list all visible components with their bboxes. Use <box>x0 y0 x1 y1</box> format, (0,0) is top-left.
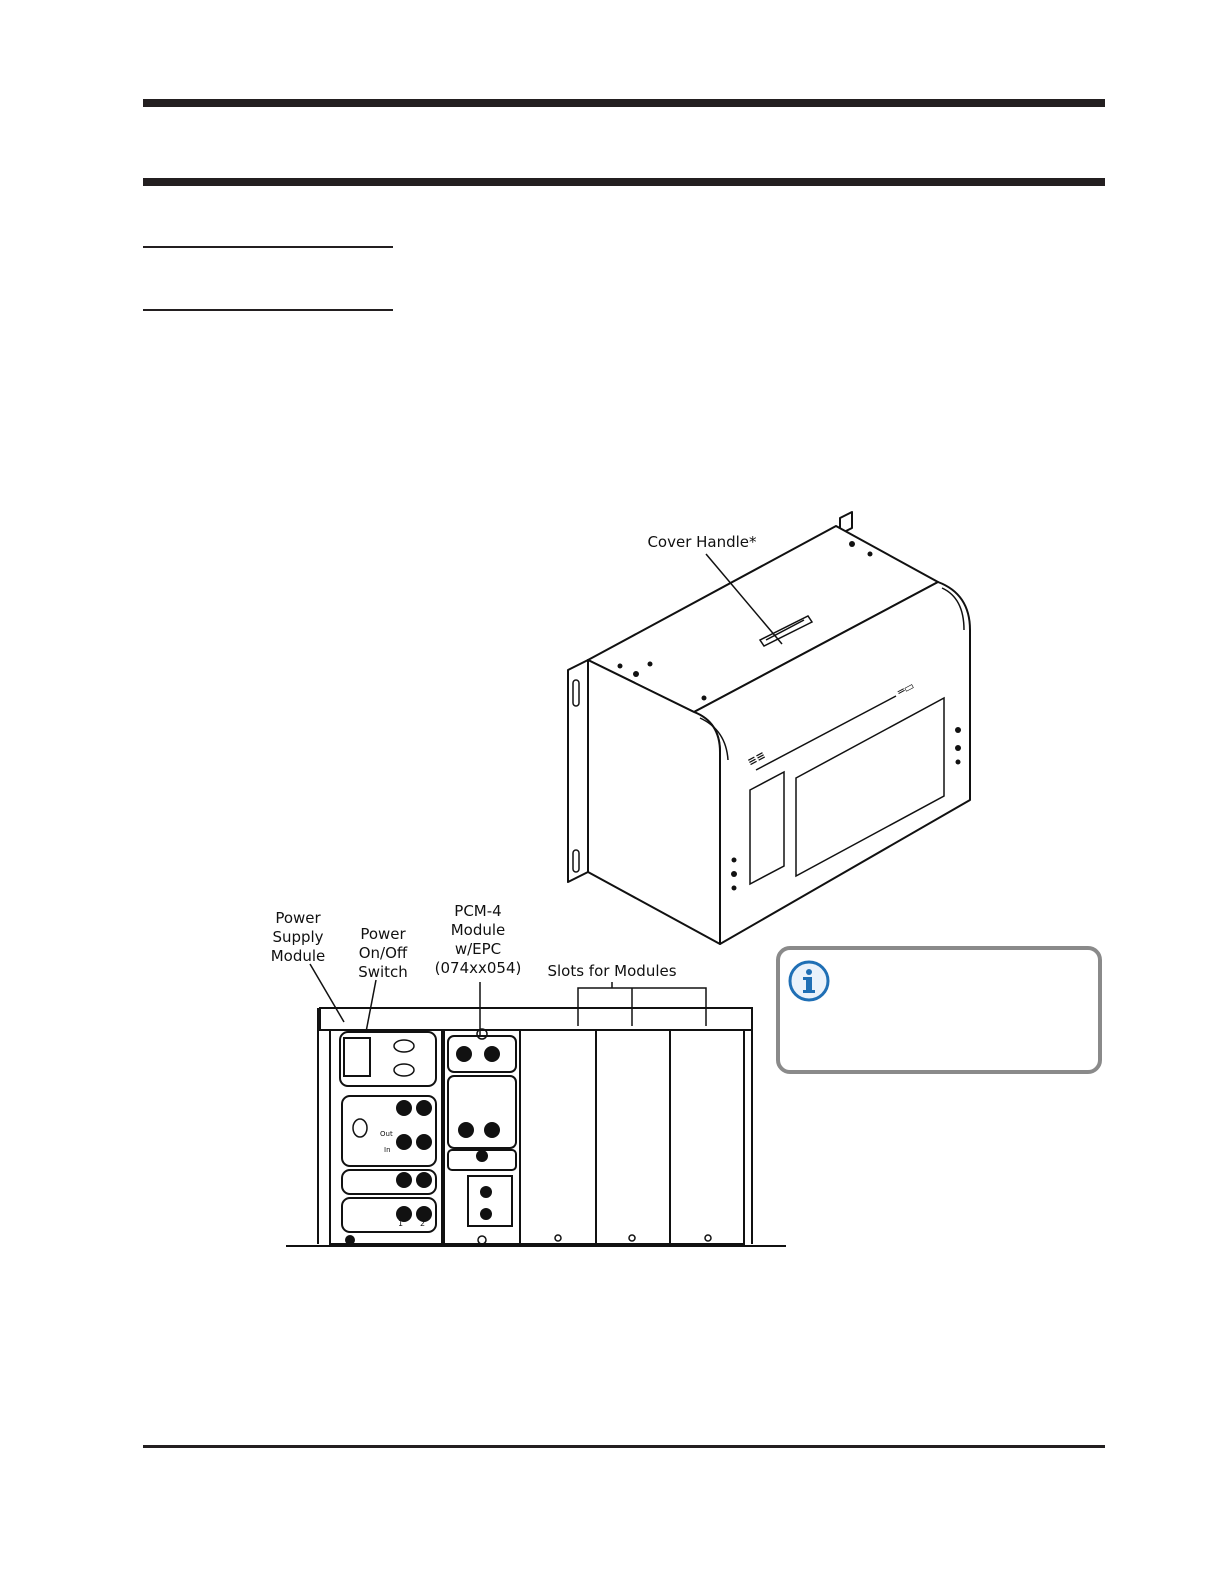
cover-handle-label: Cover Handle* <box>647 533 757 551</box>
side-heading-top-rule <box>143 246 393 248</box>
side-heading-bottom-rule <box>143 309 393 311</box>
panel-in-mark: In <box>384 1146 391 1154</box>
panel-out-mark: Out <box>380 1130 393 1138</box>
footer-rule <box>143 1445 1105 1448</box>
panel-port-1-mark: 1 <box>398 1219 404 1228</box>
slots-for-modules-label: Slots for Modules <box>547 962 677 980</box>
header-bottom-rule <box>143 178 1105 186</box>
pcm4-module-label: PCM-4 Module w/EPC (074xx054) <box>434 902 522 977</box>
cover-handle-leader <box>700 552 800 652</box>
power-switch-label: Power On/Off Switch <box>358 925 408 981</box>
front-panel-leaders <box>300 960 720 1040</box>
panel-port-2-mark: 2 <box>420 1219 426 1228</box>
power-supply-module-label: Power Supply Module <box>270 909 326 965</box>
svg-text:═▭: ═▭ <box>895 679 917 699</box>
note-callout <box>776 946 1102 1074</box>
info-icon <box>788 960 830 1002</box>
svg-text:≡≡: ≡≡ <box>745 748 768 769</box>
header-top-rule <box>143 99 1105 107</box>
